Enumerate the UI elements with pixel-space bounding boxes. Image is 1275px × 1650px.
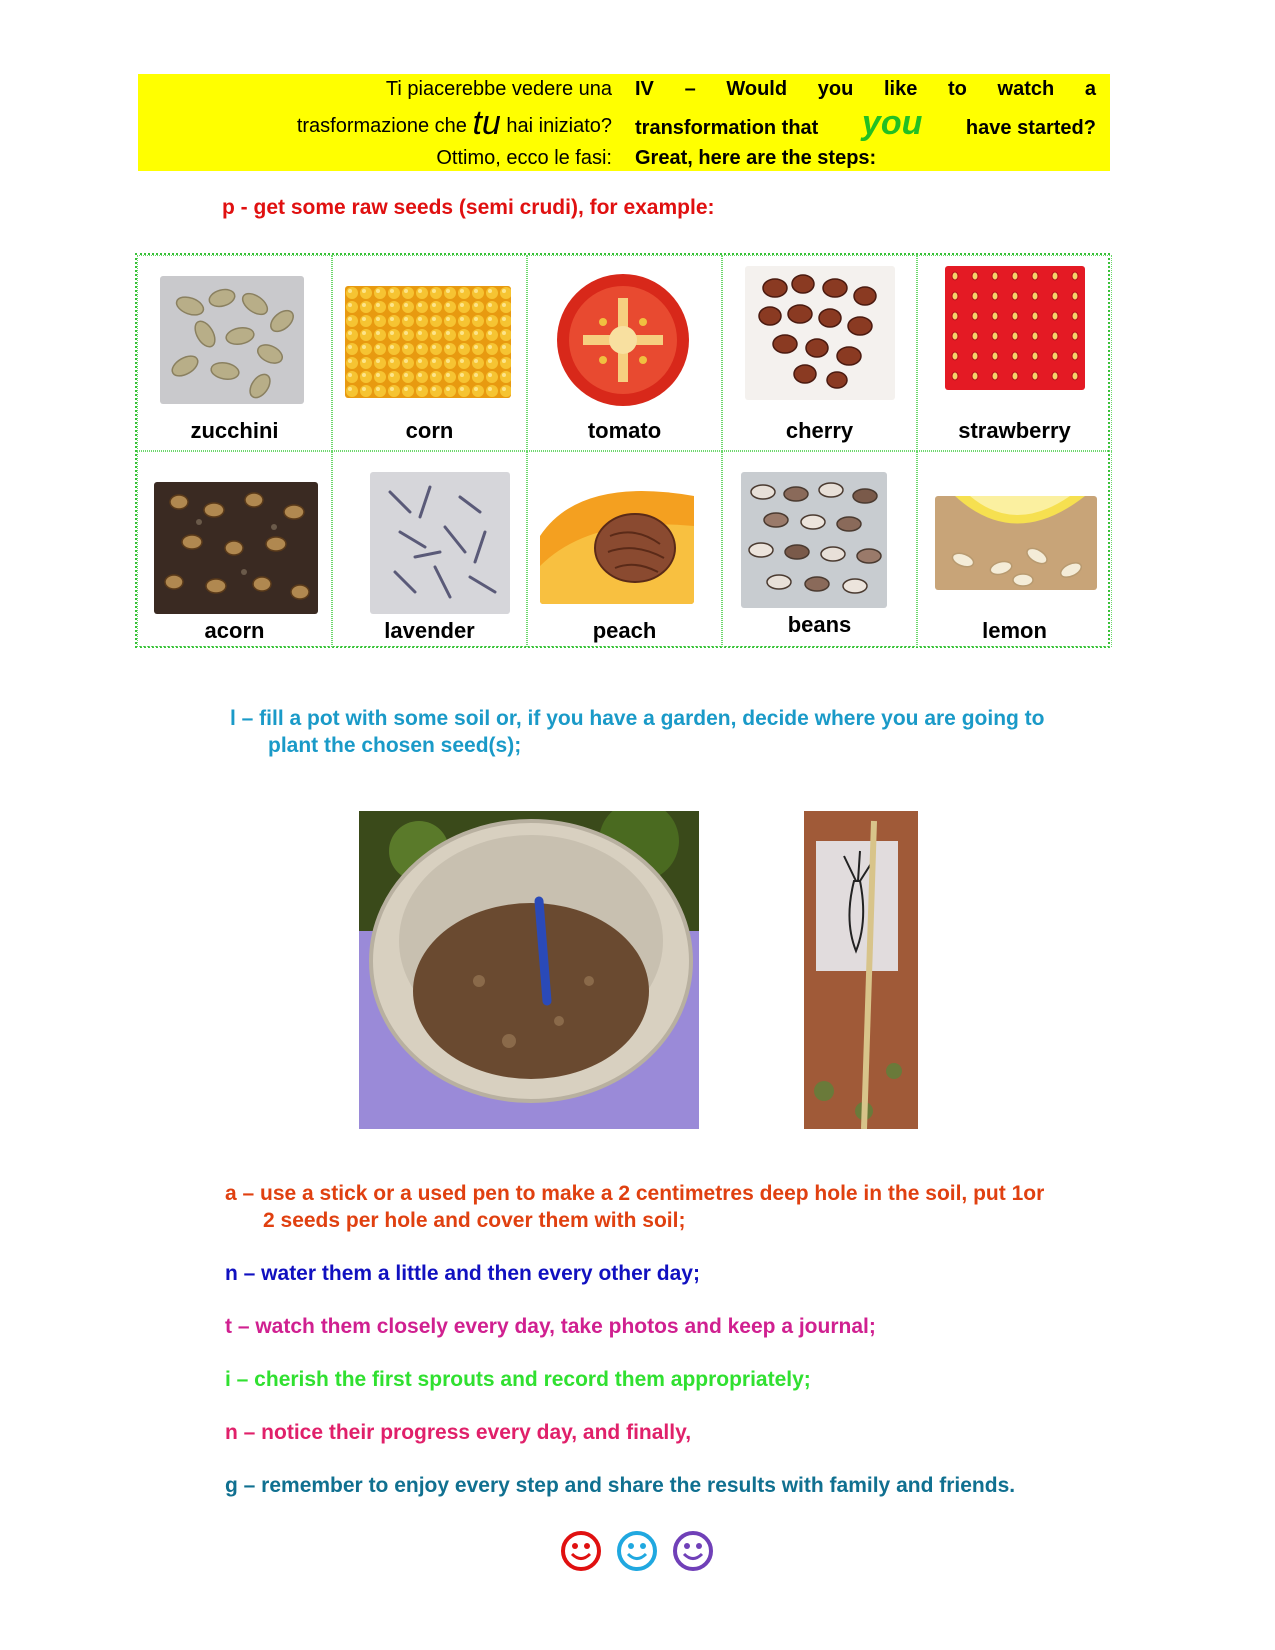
- tomato-image: [553, 270, 693, 410]
- english-line-3: Great, here are the steps:: [635, 147, 877, 169]
- seed-cell-lemon: [917, 451, 1112, 647]
- seed-cell-cherry: [722, 255, 917, 451]
- seed-label: lemon: [982, 618, 1047, 643]
- seed-label: strawberry: [958, 418, 1071, 443]
- lavender-image: [370, 472, 510, 614]
- lemon-image: [935, 496, 1097, 590]
- english-line-2: transformation that you have started?: [635, 104, 1096, 142]
- seed-label: peach: [592, 618, 657, 643]
- seed-label: acorn: [204, 618, 265, 643]
- peach-image: [540, 486, 694, 604]
- step-a: a – use a stick or a used pen to make a 2 centimetres deep hole in the soil, put 1or 2 seeds per hole and cover them with soil;: [225, 1182, 1045, 1232]
- step-n-notice: n – notice their progress every day, and finally,: [225, 1421, 692, 1444]
- seed-cell-lavender: [332, 451, 527, 647]
- smiley-row: [560, 1530, 714, 1572]
- strawberry-image: [945, 266, 1085, 390]
- seed-label: zucchini: [190, 418, 279, 443]
- seed-grid: [135, 253, 1110, 648]
- cherry-pits-image: [745, 266, 895, 400]
- italian-line-3: Ottimo, ecco le fasi:: [436, 147, 612, 169]
- pot-with-soil-photo: [359, 811, 699, 1129]
- zucchini-seeds-image: [160, 276, 304, 404]
- italian-line-2: trasformazione che tu hai iniziato?: [296, 104, 612, 142]
- smiley-purple-icon: [672, 1530, 714, 1572]
- title-banner: [138, 74, 1110, 171]
- seed-cell-beans: [722, 451, 917, 647]
- seed-label: cherry: [785, 418, 854, 443]
- you-emphasis: you: [861, 104, 923, 142]
- seed-label: lavender: [384, 618, 475, 643]
- seed-cell-tomato: [527, 255, 722, 451]
- seed-label: corn: [405, 418, 454, 443]
- english-line-1: IV – Would you like to watch a: [635, 78, 1096, 100]
- smiley-red-icon: [560, 1530, 602, 1572]
- seed-cell-corn: [332, 255, 527, 451]
- step-i: i – cherish the first sprouts and record them appropriately;: [225, 1368, 811, 1391]
- step-n-water: n – water them a little and then every other day;: [225, 1262, 700, 1285]
- plant-marker-photo: [804, 811, 918, 1129]
- seed-cell-zucchini: [137, 255, 332, 451]
- step-p: p - get some raw seeds (semi crudi), for example:: [222, 196, 715, 219]
- step-t: t – watch them closely every day, take photos and keep a journal;: [225, 1315, 876, 1338]
- seed-label: beans: [787, 612, 852, 637]
- seed-cell-strawberry: [917, 255, 1112, 451]
- smiley-blue-icon: [616, 1530, 658, 1572]
- beans-image: [741, 472, 887, 608]
- italian-line-1: Ti piacerebbe vedere una: [385, 78, 612, 100]
- seed-cell-peach: [527, 451, 722, 647]
- seed-label: tomato: [587, 418, 662, 443]
- corn-seeds-image: [345, 286, 511, 398]
- acorn-image: [154, 482, 318, 614]
- step-l: l – fill a pot with some soil or, if you have a garden, decide where you are going to plant the chosen seed(s);: [230, 707, 1045, 757]
- tu-emphasis: tu: [472, 104, 501, 142]
- step-g: g – remember to enjoy every step and share the results with family and friends.: [225, 1474, 1016, 1497]
- seed-cell-acorn: [137, 451, 332, 647]
